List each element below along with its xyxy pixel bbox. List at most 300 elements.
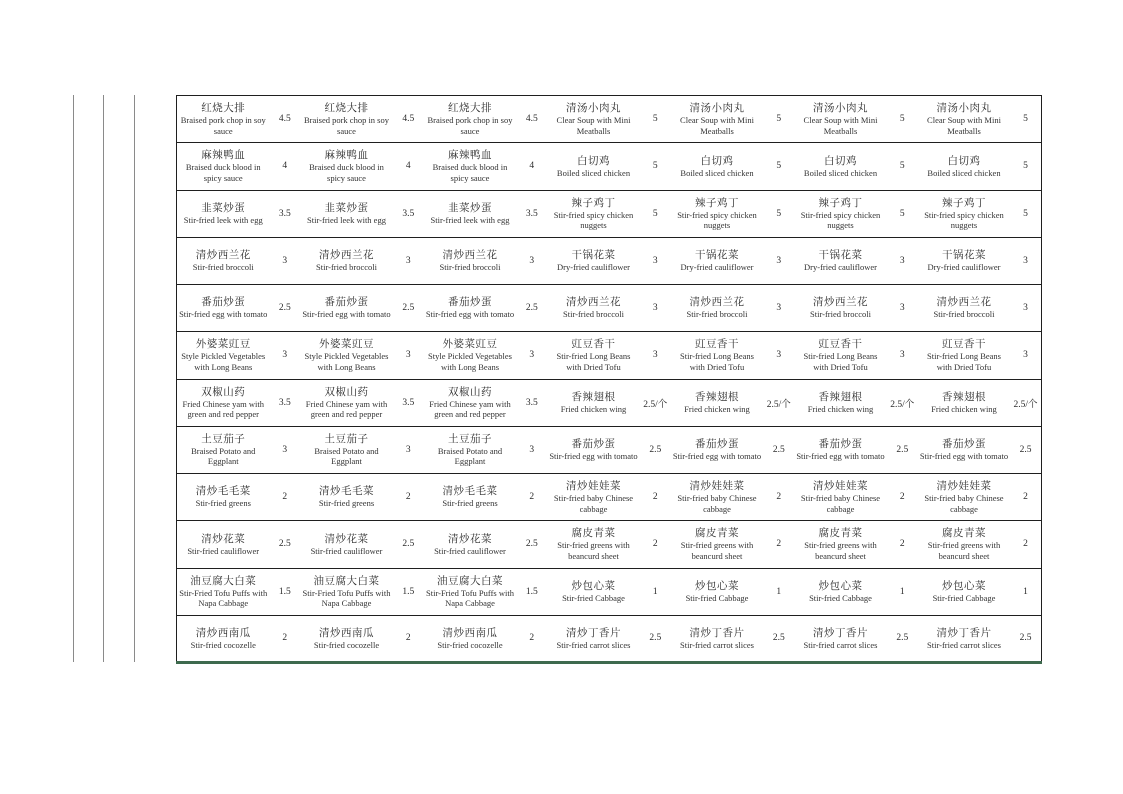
dish-cell bbox=[177, 143, 270, 190]
dish-name-zh: 辣子鸡丁 bbox=[571, 197, 616, 209]
price-value: 5 bbox=[652, 114, 658, 125]
dish-name-en: Dry-fried cauliflower bbox=[804, 262, 877, 273]
dish-name-en: Fried Chinese yam with green and red pepper bbox=[182, 398, 264, 420]
dish-cell bbox=[794, 568, 887, 615]
dish-name-zh: 红烧大排 bbox=[448, 103, 492, 115]
dish-name-en: Braised pork chop in soy sauce bbox=[180, 115, 266, 136]
price-value: 2 bbox=[652, 492, 658, 503]
price-cell bbox=[1011, 237, 1042, 284]
price-cell bbox=[517, 237, 548, 284]
dish-name-en: Clear Soup with Mini Meatballs bbox=[680, 115, 754, 136]
dish-cell bbox=[918, 568, 1011, 615]
dish-name-en: Stir-fried baby Chinese cabbage bbox=[800, 493, 881, 514]
dish-name-en: Stir-fried egg with tomato bbox=[425, 309, 515, 320]
dish-cell bbox=[671, 474, 764, 521]
dish-name-zh: 清炒西兰花 bbox=[689, 297, 745, 309]
dish-name-zh: 土豆茄子 bbox=[448, 433, 492, 445]
price-cell bbox=[887, 379, 918, 426]
dish-cell bbox=[424, 426, 517, 473]
dish-cell bbox=[918, 285, 1011, 332]
price-value: 3 bbox=[282, 255, 288, 266]
dish-name-zh: 白切鸡 bbox=[577, 155, 610, 167]
dish-name-zh: 腐皮青菜 bbox=[695, 528, 739, 540]
dish-name-en: Braised Potato and Eggplant bbox=[437, 445, 503, 467]
dish-name-en: Dry-fried cauliflower bbox=[927, 262, 1001, 273]
price-cell bbox=[640, 568, 671, 615]
price-cell bbox=[517, 285, 548, 332]
price-cell bbox=[517, 474, 548, 521]
dish-name-zh: 番茄炒蛋 bbox=[942, 439, 986, 451]
price-cell bbox=[270, 474, 301, 521]
price-value: 2.5 bbox=[402, 539, 415, 550]
dish-name-en: Braised pork chop in soy sauce bbox=[304, 115, 389, 136]
dish-cell bbox=[918, 426, 1011, 473]
menu-row bbox=[177, 285, 1042, 332]
menu-row bbox=[177, 615, 1042, 662]
dish-name-zh: 番茄炒蛋 bbox=[695, 439, 739, 451]
dish-cell bbox=[794, 474, 887, 521]
menu-row bbox=[177, 426, 1042, 473]
price-cell bbox=[1011, 285, 1042, 332]
dish-cell bbox=[547, 521, 640, 568]
price-cell bbox=[270, 521, 301, 568]
dish-name-en: Clear Soup with Mini Meatballs bbox=[803, 115, 878, 136]
price-cell bbox=[640, 379, 671, 426]
dish-cell bbox=[794, 379, 887, 426]
menu-row bbox=[177, 379, 1042, 426]
price-value: 3 bbox=[776, 303, 782, 314]
dish-cell bbox=[547, 426, 640, 473]
price-value: 3 bbox=[1023, 255, 1028, 266]
dish-name-en: Stir-fried spicy chicken nuggets bbox=[677, 209, 757, 231]
dish-name-zh: 腐皮青菜 bbox=[818, 528, 863, 540]
dish-cell bbox=[177, 190, 270, 237]
dish-name-zh: 炒包心菜 bbox=[818, 580, 863, 592]
dish-name-zh: 香辣翅根 bbox=[695, 391, 739, 403]
price-cell bbox=[393, 285, 424, 332]
dish-cell bbox=[300, 143, 393, 190]
dish-cell bbox=[424, 521, 517, 568]
dish-cell bbox=[177, 379, 270, 426]
dish-cell bbox=[918, 379, 1011, 426]
price-value: 5 bbox=[776, 208, 782, 219]
dish-name-zh: 豇豆香干 bbox=[571, 339, 616, 351]
price-cell bbox=[640, 237, 671, 284]
price-value: 1 bbox=[776, 586, 782, 597]
price-value: 3 bbox=[405, 444, 411, 455]
price-cell bbox=[517, 379, 548, 426]
dish-name-en: Stir-fried egg with tomato bbox=[919, 451, 1009, 462]
price-cell bbox=[1011, 190, 1042, 237]
price-value: 2 bbox=[405, 633, 411, 644]
dish-name-zh: 清炒娃娃菜 bbox=[689, 481, 745, 493]
dish-cell bbox=[671, 332, 764, 379]
price-cell bbox=[887, 568, 918, 615]
dish-cell bbox=[918, 615, 1011, 662]
dish-name-zh: 腐皮青菜 bbox=[942, 528, 986, 540]
dish-cell bbox=[671, 615, 764, 662]
dish-cell bbox=[794, 521, 887, 568]
price-value: 2.5 bbox=[402, 303, 415, 314]
dish-name-en: Fried Chinese yam with green and red pepper bbox=[429, 398, 511, 420]
dish-name-zh: 麻辣鸭血 bbox=[324, 150, 369, 162]
dish-name-en: Stir-fried cocozelle bbox=[313, 639, 380, 650]
dish-name-en: Stir-Fried Tofu Puffs with Napa Cabbage bbox=[179, 587, 268, 609]
price-value: 4 bbox=[282, 161, 288, 172]
price-value: 3 bbox=[652, 350, 658, 361]
dish-name-zh: 清炒娃娃菜 bbox=[813, 481, 868, 493]
dish-cell bbox=[918, 521, 1011, 568]
dish-cell bbox=[918, 474, 1011, 521]
dish-name-zh: 韭菜炒蛋 bbox=[324, 202, 369, 214]
dish-cell bbox=[424, 237, 517, 284]
dish-name-en: Stir-fried egg with tomato bbox=[796, 451, 885, 462]
price-cell bbox=[1011, 379, 1042, 426]
dish-name-en: Boiled sliced chicken bbox=[680, 167, 754, 178]
dish-cell bbox=[794, 615, 887, 662]
price-value: 3 bbox=[529, 255, 535, 266]
dish-cell bbox=[177, 474, 270, 521]
price-value: 5 bbox=[1023, 161, 1028, 172]
dish-name-zh: 辣子鸡丁 bbox=[818, 197, 863, 209]
dish-name-en: Stir-fried broccoli bbox=[933, 309, 995, 320]
dish-name-en: Stir-fried Cabbage bbox=[562, 592, 625, 603]
price-cell bbox=[393, 615, 424, 662]
dish-name-zh: 香辣翅根 bbox=[571, 391, 616, 403]
dish-name-zh: 干锅花菜 bbox=[818, 250, 863, 262]
dish-name-en: Stir-fried leek with egg bbox=[430, 214, 510, 225]
dish-name-en: Style Pickled Vegetables with Long Beans bbox=[181, 351, 266, 372]
price-cell bbox=[887, 143, 918, 190]
dish-cell bbox=[671, 568, 764, 615]
price-cell bbox=[393, 237, 424, 284]
price-cell bbox=[270, 96, 301, 143]
dish-name-zh: 韭菜炒蛋 bbox=[201, 202, 246, 214]
price-cell bbox=[393, 190, 424, 237]
price-cell bbox=[640, 285, 671, 332]
price-cell bbox=[1011, 568, 1042, 615]
dish-name-en: Stir-fried spicy chicken nuggets bbox=[800, 209, 881, 231]
price-cell bbox=[393, 379, 424, 426]
dish-cell bbox=[547, 237, 640, 284]
dish-name-zh: 炒包心菜 bbox=[695, 580, 739, 592]
dish-cell bbox=[794, 285, 887, 332]
price-value: 1.5 bbox=[402, 586, 415, 597]
dish-cell bbox=[918, 96, 1011, 143]
price-value: 3 bbox=[1023, 303, 1028, 314]
dish-cell bbox=[671, 521, 764, 568]
price-value: 3 bbox=[282, 350, 288, 361]
dish-name-zh: 清炒西南瓜 bbox=[319, 627, 374, 639]
price-cell bbox=[764, 143, 795, 190]
dish-cell bbox=[794, 190, 887, 237]
dish-name-en: Stir-fried baby Chinese cabbage bbox=[677, 493, 757, 514]
dish-name-en: Stir-Fried Tofu Puffs with Napa Cabbage bbox=[302, 587, 391, 609]
dish-name-en: Stir-fried egg with tomato bbox=[672, 451, 762, 462]
price-value: 5 bbox=[1023, 208, 1028, 219]
price-value: 3.5 bbox=[525, 397, 538, 408]
price-value: 1 bbox=[899, 586, 905, 597]
dish-name-en: Boiled sliced chicken bbox=[556, 167, 631, 178]
dish-name-zh: 清炒西兰花 bbox=[813, 297, 868, 309]
dish-name-zh: 红烧大排 bbox=[324, 103, 369, 115]
dish-cell bbox=[424, 474, 517, 521]
price-cell bbox=[393, 426, 424, 473]
price-value: 2.5/个 bbox=[643, 399, 668, 410]
price-value: 2 bbox=[1023, 539, 1028, 550]
dish-cell bbox=[424, 332, 517, 379]
dish-name-en: Braised Potato and Eggplant bbox=[314, 445, 379, 467]
dish-name-zh: 外婆菜豇豆 bbox=[319, 339, 374, 351]
price-cell bbox=[640, 190, 671, 237]
dish-name-zh: 清炒娃娃菜 bbox=[566, 481, 621, 493]
dish-name-zh: 番茄炒蛋 bbox=[324, 297, 369, 309]
price-value: 3.5 bbox=[525, 208, 538, 219]
price-cell bbox=[1011, 332, 1042, 379]
menu-row bbox=[177, 237, 1042, 284]
dish-name-zh: 油豆腐大白菜 bbox=[313, 575, 380, 587]
price-cell bbox=[393, 332, 424, 379]
dish-name-zh: 豇豆香干 bbox=[818, 339, 863, 351]
price-value: 2 bbox=[899, 492, 905, 503]
dish-name-zh: 豇豆香干 bbox=[695, 339, 739, 351]
left-vertical-rule-2 bbox=[103, 95, 104, 662]
dish-cell bbox=[794, 426, 887, 473]
dish-name-en: Stir-fried broccoli bbox=[686, 309, 748, 320]
price-cell bbox=[517, 190, 548, 237]
price-cell bbox=[1011, 615, 1042, 662]
price-value: 1 bbox=[652, 586, 658, 597]
dish-name-en: Stir-fried Long Beans with Dried Tofu bbox=[803, 351, 878, 372]
price-value: 3.5 bbox=[402, 208, 415, 219]
price-value: 2.5/个 bbox=[1013, 399, 1038, 410]
price-value: 2.5 bbox=[525, 303, 538, 314]
price-cell bbox=[517, 568, 548, 615]
dish-name-zh: 番茄炒蛋 bbox=[201, 297, 246, 309]
menu-table-body bbox=[177, 96, 1042, 663]
price-value: 2 bbox=[652, 539, 658, 550]
menu-row bbox=[177, 568, 1042, 615]
dish-cell bbox=[547, 190, 640, 237]
dish-cell bbox=[547, 615, 640, 662]
dish-name-en: Dry-fried cauliflower bbox=[680, 262, 754, 273]
dish-name-en: Braised duck blood in spicy sauce bbox=[309, 162, 384, 183]
price-cell bbox=[640, 521, 671, 568]
dish-cell bbox=[547, 285, 640, 332]
price-cell bbox=[887, 426, 918, 473]
dish-name-en: Stir-fried cauliflower bbox=[434, 545, 506, 556]
dish-name-zh: 双椒山药 bbox=[324, 386, 369, 398]
price-cell bbox=[517, 615, 548, 662]
price-cell bbox=[393, 143, 424, 190]
price-value: 2 bbox=[776, 539, 782, 550]
dish-cell bbox=[177, 568, 270, 615]
dish-name-zh: 番茄炒蛋 bbox=[571, 439, 616, 451]
price-cell bbox=[270, 615, 301, 662]
dish-cell bbox=[671, 237, 764, 284]
dish-name-zh: 清炒毛毛菜 bbox=[442, 486, 498, 498]
dish-cell bbox=[794, 143, 887, 190]
dish-name-en: Stir-fried greens with beancurd sheet bbox=[927, 540, 1001, 561]
dish-name-en: Stir-fried spicy chicken nuggets bbox=[553, 209, 634, 231]
price-value: 2.5 bbox=[772, 633, 785, 644]
dish-cell bbox=[300, 521, 393, 568]
price-cell bbox=[887, 332, 918, 379]
price-value: 2.5 bbox=[896, 633, 909, 644]
dish-name-en: Stir-fried greens bbox=[442, 498, 498, 509]
dish-name-en: Stir-fried carrot slices bbox=[680, 639, 754, 650]
dish-name-en: Stir-fried greens with beancurd sheet bbox=[804, 540, 877, 561]
price-cell bbox=[640, 474, 671, 521]
dish-name-en: Stir-fried cocozelle bbox=[190, 639, 256, 650]
dish-cell bbox=[547, 474, 640, 521]
dish-name-en: Stir-fried cauliflower bbox=[187, 545, 260, 556]
dish-name-zh: 干锅花菜 bbox=[571, 250, 616, 262]
dish-name-en: Clear Soup with Mini Meatballs bbox=[556, 115, 631, 136]
dish-name-en: Stir-fried leek with egg bbox=[307, 214, 386, 225]
dish-name-zh: 辣子鸡丁 bbox=[695, 197, 739, 209]
price-value: 4.5 bbox=[525, 114, 538, 125]
price-cell bbox=[393, 568, 424, 615]
price-cell bbox=[887, 96, 918, 143]
dish-cell bbox=[177, 332, 270, 379]
price-value: 5 bbox=[652, 208, 658, 219]
dish-cell bbox=[300, 190, 393, 237]
dish-name-en: Stir-fried broccoli bbox=[192, 262, 254, 273]
price-cell bbox=[764, 379, 795, 426]
dish-name-en: Style Pickled Vegetables with Long Beans bbox=[428, 351, 512, 372]
price-cell bbox=[887, 237, 918, 284]
price-cell bbox=[270, 379, 301, 426]
price-value: 4 bbox=[405, 161, 411, 172]
dish-name-zh: 香辣翅根 bbox=[818, 391, 863, 403]
dish-name-zh: 土豆茄子 bbox=[201, 433, 246, 445]
menu-row bbox=[177, 190, 1042, 237]
dish-cell bbox=[424, 285, 517, 332]
dish-name-en: Clear Soup with Mini Meatballs bbox=[927, 115, 1001, 136]
price-value: 5 bbox=[776, 114, 782, 125]
price-value: 3 bbox=[899, 303, 905, 314]
dish-name-zh: 清炒西兰花 bbox=[936, 297, 992, 309]
dish-name-en: Stir-fried egg with tomato bbox=[302, 309, 391, 320]
dish-cell bbox=[424, 615, 517, 662]
dish-name-en: Stir-fried egg with tomato bbox=[179, 309, 268, 320]
price-value: 1 bbox=[1023, 586, 1028, 597]
dish-name-en: Boiled sliced chicken bbox=[927, 167, 1001, 178]
dish-name-en: Stir-fried broccoli bbox=[563, 309, 624, 320]
price-cell bbox=[517, 521, 548, 568]
dish-name-zh: 白切鸡 bbox=[947, 155, 981, 167]
dish-name-zh: 清炒西兰花 bbox=[566, 297, 621, 309]
price-cell bbox=[764, 332, 795, 379]
dish-name-zh: 双椒山药 bbox=[201, 386, 246, 398]
price-cell bbox=[1011, 474, 1042, 521]
dish-name-en: Stir-fried cauliflower bbox=[310, 545, 383, 556]
dish-cell bbox=[918, 237, 1011, 284]
dish-name-en: Stir-fried leek with egg bbox=[183, 214, 263, 225]
price-value: 2 bbox=[282, 492, 288, 503]
price-value: 3 bbox=[652, 255, 658, 266]
price-cell bbox=[393, 96, 424, 143]
dish-cell bbox=[794, 237, 887, 284]
dish-cell bbox=[177, 237, 270, 284]
menu-row bbox=[177, 474, 1042, 521]
dish-cell bbox=[177, 285, 270, 332]
dish-name-en: Fried chicken wing bbox=[684, 403, 750, 414]
dish-name-en: Stir-fried greens with beancurd sheet bbox=[680, 540, 754, 561]
dish-name-zh: 土豆茄子 bbox=[324, 433, 369, 445]
price-cell bbox=[640, 332, 671, 379]
price-cell bbox=[270, 426, 301, 473]
dish-name-zh: 清炒西南瓜 bbox=[442, 627, 498, 639]
left-vertical-rule-3 bbox=[134, 95, 135, 662]
dish-cell bbox=[671, 190, 764, 237]
price-cell bbox=[1011, 521, 1042, 568]
dish-cell bbox=[300, 96, 393, 143]
price-value: 2.5 bbox=[649, 633, 662, 644]
price-value: 3 bbox=[405, 350, 411, 361]
dish-name-zh: 干锅花菜 bbox=[695, 250, 739, 262]
price-value: 2 bbox=[282, 633, 288, 644]
dish-name-zh: 白切鸡 bbox=[824, 155, 857, 167]
dish-name-en: Stir-fried Cabbage bbox=[809, 592, 872, 603]
price-value: 2 bbox=[899, 539, 905, 550]
dish-cell bbox=[300, 615, 393, 662]
dish-name-en: Style Pickled Vegetables with Long Beans bbox=[304, 351, 389, 372]
price-cell bbox=[764, 615, 795, 662]
price-value: 3 bbox=[776, 350, 782, 361]
price-cell bbox=[887, 285, 918, 332]
price-cell bbox=[270, 285, 301, 332]
price-cell bbox=[764, 568, 795, 615]
dish-name-en: Stir-Fried Tofu Puffs with Napa Cabbage bbox=[426, 587, 514, 609]
dish-cell bbox=[177, 521, 270, 568]
dish-cell bbox=[671, 426, 764, 473]
dish-name-en: Braised duck blood in spicy sauce bbox=[185, 162, 261, 183]
dish-name-en: Stir-fried broccoli bbox=[316, 262, 377, 273]
dish-name-zh: 清炒毛毛菜 bbox=[319, 486, 374, 498]
dish-name-en: Stir-fried carrot slices bbox=[556, 639, 631, 650]
dish-name-en: Stir-fried Cabbage bbox=[932, 592, 996, 603]
dish-name-zh: 红烧大排 bbox=[201, 103, 246, 115]
dish-cell bbox=[918, 190, 1011, 237]
price-cell bbox=[1011, 96, 1042, 143]
dish-cell bbox=[424, 143, 517, 190]
price-value: 5 bbox=[652, 161, 658, 172]
dish-name-zh: 韭菜炒蛋 bbox=[448, 202, 492, 214]
dish-cell bbox=[177, 96, 270, 143]
dish-name-zh: 双椒山药 bbox=[448, 386, 492, 398]
price-value: 2.5/个 bbox=[766, 399, 791, 410]
dish-name-en: Stir-fried greens with beancurd sheet bbox=[557, 540, 630, 561]
dish-name-en: Fried chicken wing bbox=[931, 403, 997, 414]
price-cell bbox=[517, 96, 548, 143]
price-value: 4.5 bbox=[278, 114, 291, 125]
dish-cell bbox=[547, 332, 640, 379]
price-value: 3 bbox=[899, 255, 905, 266]
dish-name-en: Boiled sliced chicken bbox=[803, 167, 878, 178]
price-cell bbox=[764, 190, 795, 237]
dish-name-en: Stir-fried baby Chinese cabbage bbox=[553, 493, 634, 514]
dish-name-en: Stir-fried Long Beans with Dried Tofu bbox=[680, 351, 754, 372]
price-cell bbox=[764, 285, 795, 332]
price-value: 2.5 bbox=[1019, 633, 1032, 644]
dish-cell bbox=[671, 143, 764, 190]
menu-row bbox=[177, 521, 1042, 568]
dish-name-zh: 清炒西兰花 bbox=[195, 250, 251, 262]
dish-name-zh: 腐皮青菜 bbox=[571, 528, 616, 540]
dish-name-zh: 清炒毛毛菜 bbox=[195, 486, 251, 498]
